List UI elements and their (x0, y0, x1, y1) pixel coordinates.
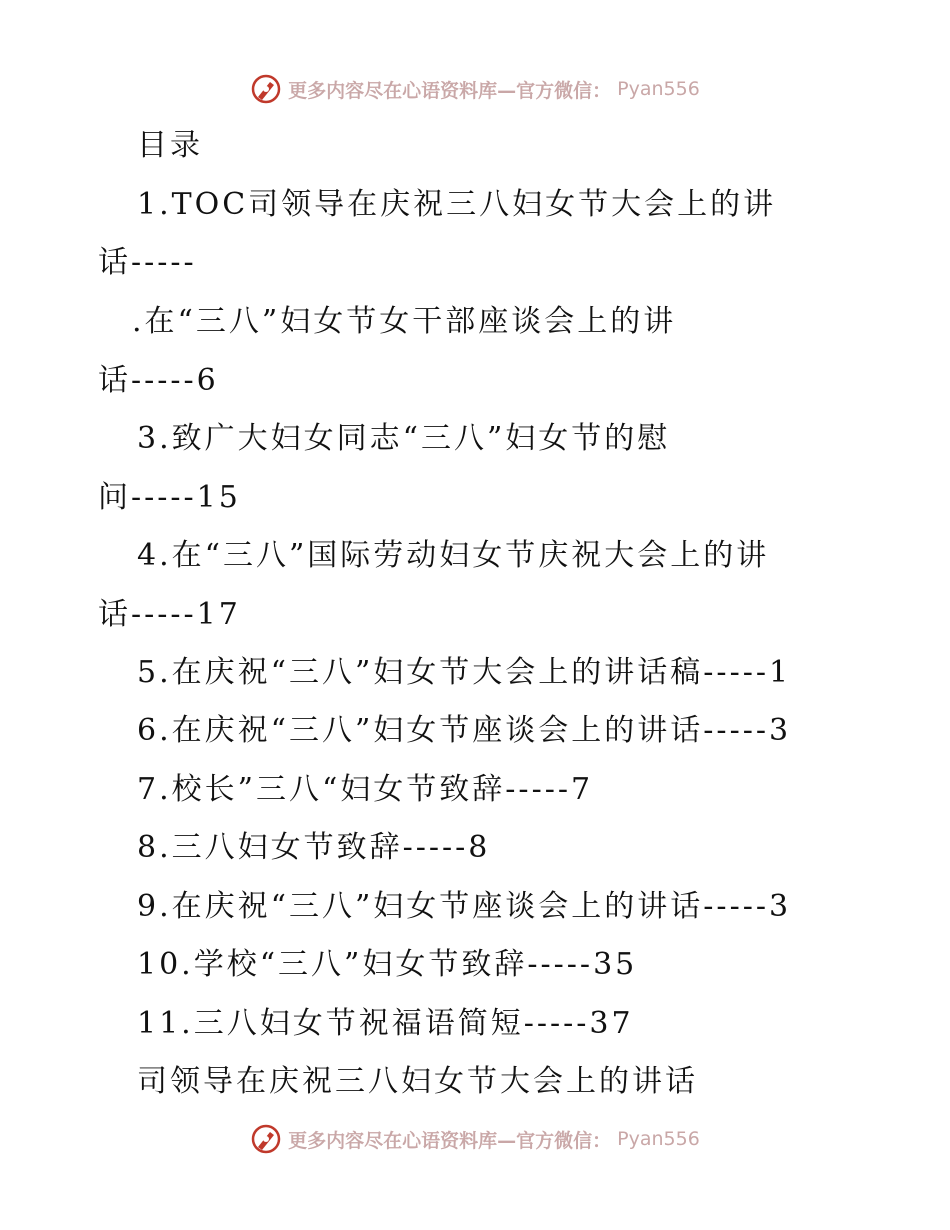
watermark-handle: Pyan556 (617, 1128, 700, 1150)
section-heading: 司领导在庆祝三八妇女节大会上的讲话 (137, 1064, 698, 1099)
watermark-footer (0, 1122, 950, 1156)
toc-line: 3.致广大妇女同志“三八”妇女节的慰 (137, 421, 671, 456)
toc-line: 话-----17 (98, 597, 241, 632)
pen-logo-icon (250, 73, 282, 105)
toc-line: 6.在庆祝“三八”妇女节座谈会上的讲话-----3 (137, 713, 792, 748)
toc-line: 话----- (98, 245, 197, 280)
toc-title: 目录 (137, 128, 203, 163)
pen-logo-icon (250, 1123, 282, 1155)
watermark-text: 更多内容尽在心语资料库—官方微信： (288, 79, 612, 102)
watermark-handle: Pyan556 (617, 78, 700, 100)
toc-line: 4.在“三八”国际劳动妇女节庆祝大会上的讲 (137, 538, 770, 573)
toc-line: 话-----6 (98, 363, 219, 398)
toc-line: 问-----15 (98, 480, 241, 515)
toc-line: 11.三八妇女节祝福语简短-----37 (137, 1006, 634, 1041)
toc-line: 5.在庆祝“三八”妇女节大会上的讲话稿-----1 (137, 655, 792, 690)
toc-line: 9.在庆祝“三八”妇女节座谈会上的讲话-----3 (137, 889, 792, 924)
toc-line: 10.学校“三八”妇女节致辞-----35 (137, 947, 638, 982)
watermark-header (0, 72, 950, 106)
toc-line: 8.三八妇女节致辞-----8 (137, 830, 491, 865)
toc-line: 1.TOC司领导在庆祝三八妇女节大会上的讲 (137, 187, 777, 222)
toc-line: 7.校长”三八“妇女节致辞-----7 (137, 772, 594, 807)
watermark-text: 更多内容尽在心语资料库—官方微信： (288, 1129, 612, 1152)
toc-line: .在“三八”妇女节女干部座谈会上的讲 (132, 304, 677, 339)
